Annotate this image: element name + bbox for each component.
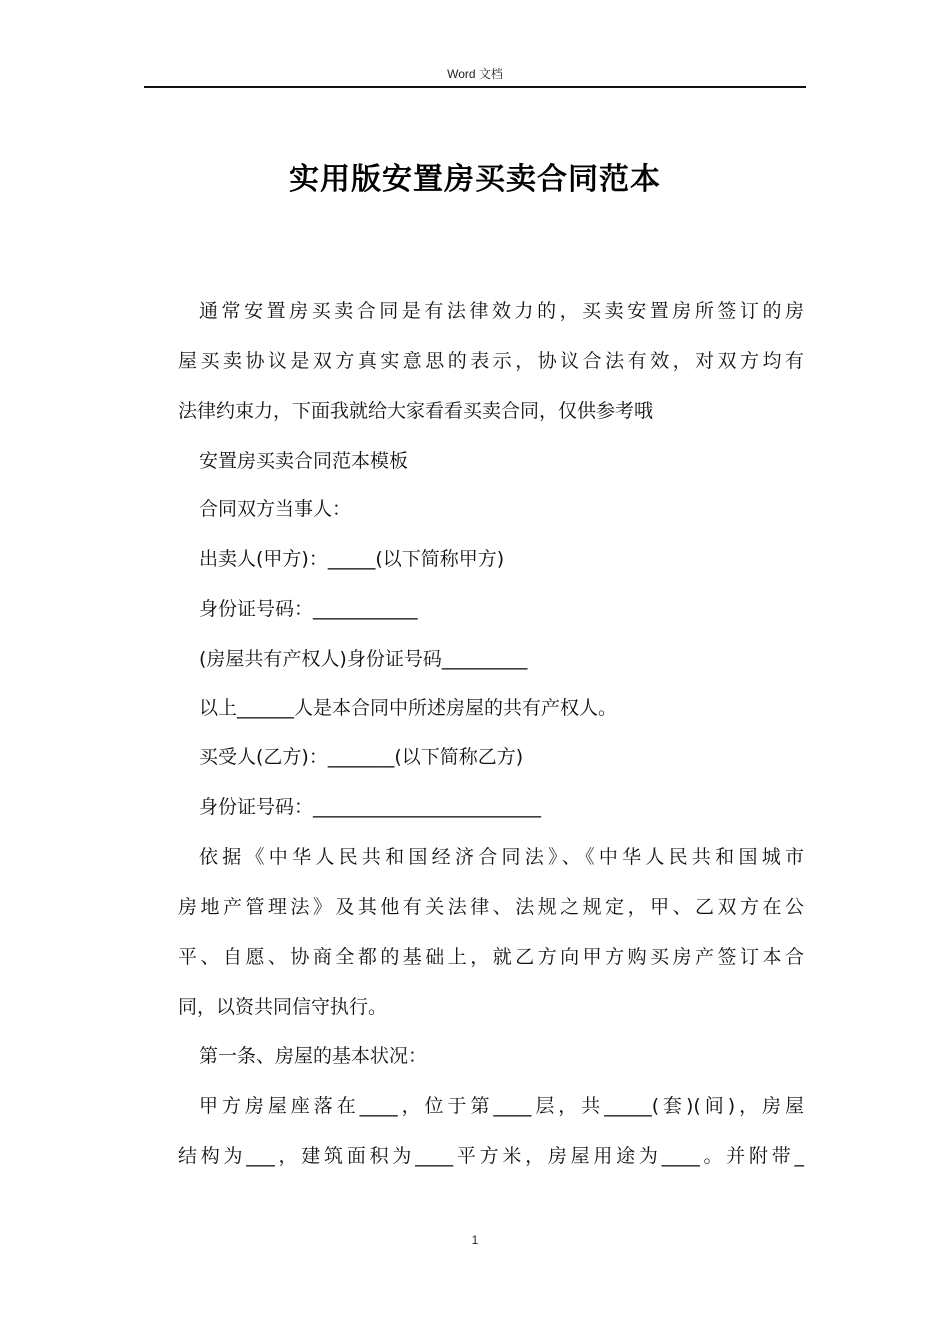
paragraph-line: 甲方房屋座落在____，位于第____层，共_____(套)(间)，房屋	[199, 1095, 804, 1117]
paragraph-line: 房地产管理法》及其他有关法律、法规之规定，甲、乙双方在公	[178, 896, 804, 918]
paragraph-line: 结构为___，建筑面积为____平方米，房屋用途为____。并附带_	[178, 1145, 804, 1167]
paragraph-line: 通常安置房买卖合同是有法律效力的，买卖安置房所签订的房	[199, 300, 804, 322]
paragraph-line: 屋买卖协议是双方真实意思的表示，协议合法有效，对双方均有	[178, 350, 804, 372]
page-header: Word 文档	[447, 67, 503, 81]
paragraph-line: 以上______人是本合同中所述房屋的共有产权人。	[199, 697, 618, 719]
paragraph-line: 法律约束力，下面我就给大家看看买卖合同，仅供参考哦	[178, 400, 654, 422]
paragraph-line: 身份证号码：___________	[199, 598, 418, 620]
header-rule	[144, 86, 806, 88]
paragraph-line: (房屋共有产权人)身份证号码_________	[199, 648, 528, 670]
paragraph-line: 出卖人(甲方)：_____(以下简称甲方)	[199, 548, 505, 570]
paragraph-line: 平、自愿、协商全都的基础上，就乙方向甲方购买房产签订本合	[178, 946, 804, 968]
paragraph-line: 依据《中华人民共和国经济合同法》、《中华人民共和国城市	[199, 846, 804, 868]
document-title: 实用版安置房买卖合同范本	[289, 162, 661, 197]
paragraph-line: 安置房买卖合同范本模板	[199, 450, 409, 472]
page-number: 1	[471, 1233, 479, 1247]
paragraph-line: 身份证号码：________________________	[199, 796, 542, 818]
paragraph-line: 第一条、房屋的基本状况：	[199, 1045, 428, 1067]
paragraph-line: 同，以资共同信守执行。	[178, 996, 388, 1018]
paragraph-line: 合同双方当事人：	[199, 498, 352, 520]
paragraph-line: 买受人(乙方)：_______(以下简称乙方)	[199, 746, 524, 768]
